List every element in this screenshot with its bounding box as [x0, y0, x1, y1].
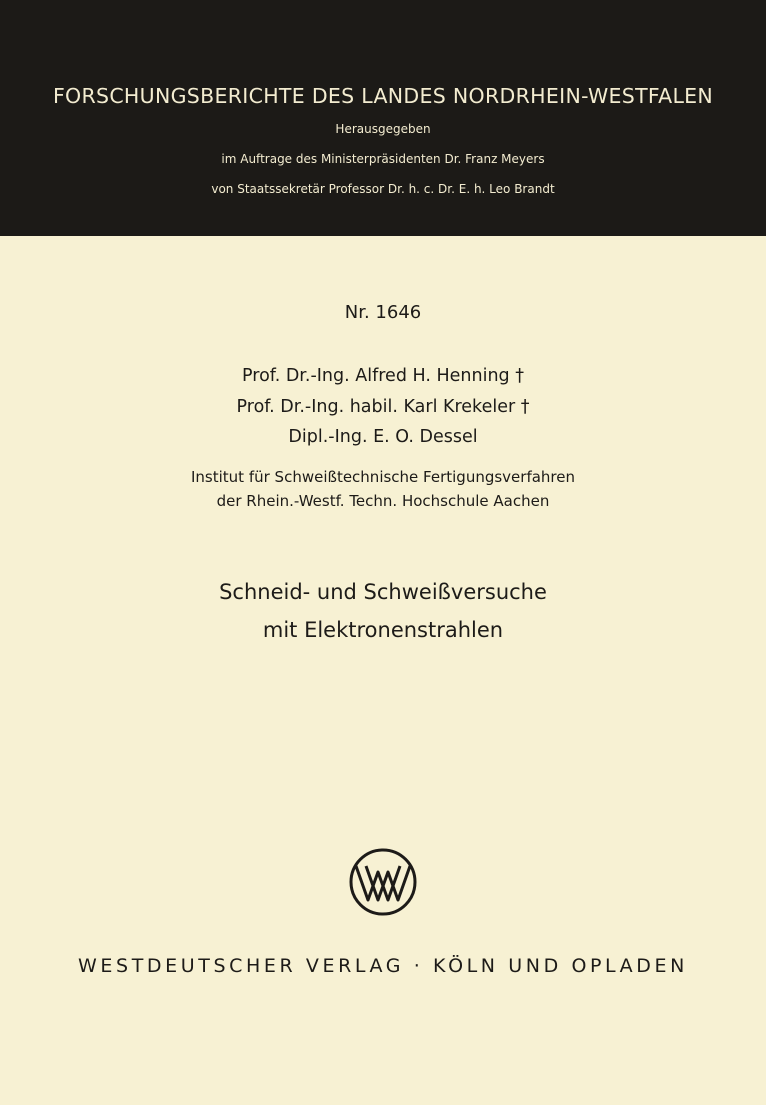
institute-line-2: der Rhein.-Westf. Techn. Hochschule Aachen	[216, 492, 550, 510]
book-title-line-1: Schneid- und Schweißversuche	[219, 580, 547, 604]
editor-line-published: Herausgegeben	[335, 122, 431, 136]
series-title: FORSCHUNGSBERICHTE DES LANDES NORDRHEIN-WESTFALEN	[52, 84, 714, 108]
book-title-line-2: mit Elektronenstrahlen	[262, 618, 504, 642]
report-number: Nr. 1646	[344, 302, 422, 323]
header-band	[0, 0, 766, 236]
editor-line-commission: im Auftrage des Ministerpräsidenten Dr. Franz Meyers	[221, 152, 545, 166]
author-3: Dipl.-Ing. E. O. Dessel	[288, 427, 478, 447]
publisher-logo-icon	[349, 848, 417, 916]
institute-line-1: Institut für Schweißtechnische Fertigungsverfahren	[191, 468, 575, 486]
editor-line-editor: von Staatssekretär Professor Dr. h. c. Dr. E. h. Leo Brandt	[211, 182, 555, 196]
publisher-imprint: WESTDEUTSCHER VERLAG · KÖLN UND OPLADEN	[78, 955, 688, 977]
author-1: Prof. Dr.-Ing. Alfred H. Henning †	[242, 366, 524, 386]
author-2: Prof. Dr.-Ing. habil. Karl Krekeler †	[236, 397, 530, 417]
